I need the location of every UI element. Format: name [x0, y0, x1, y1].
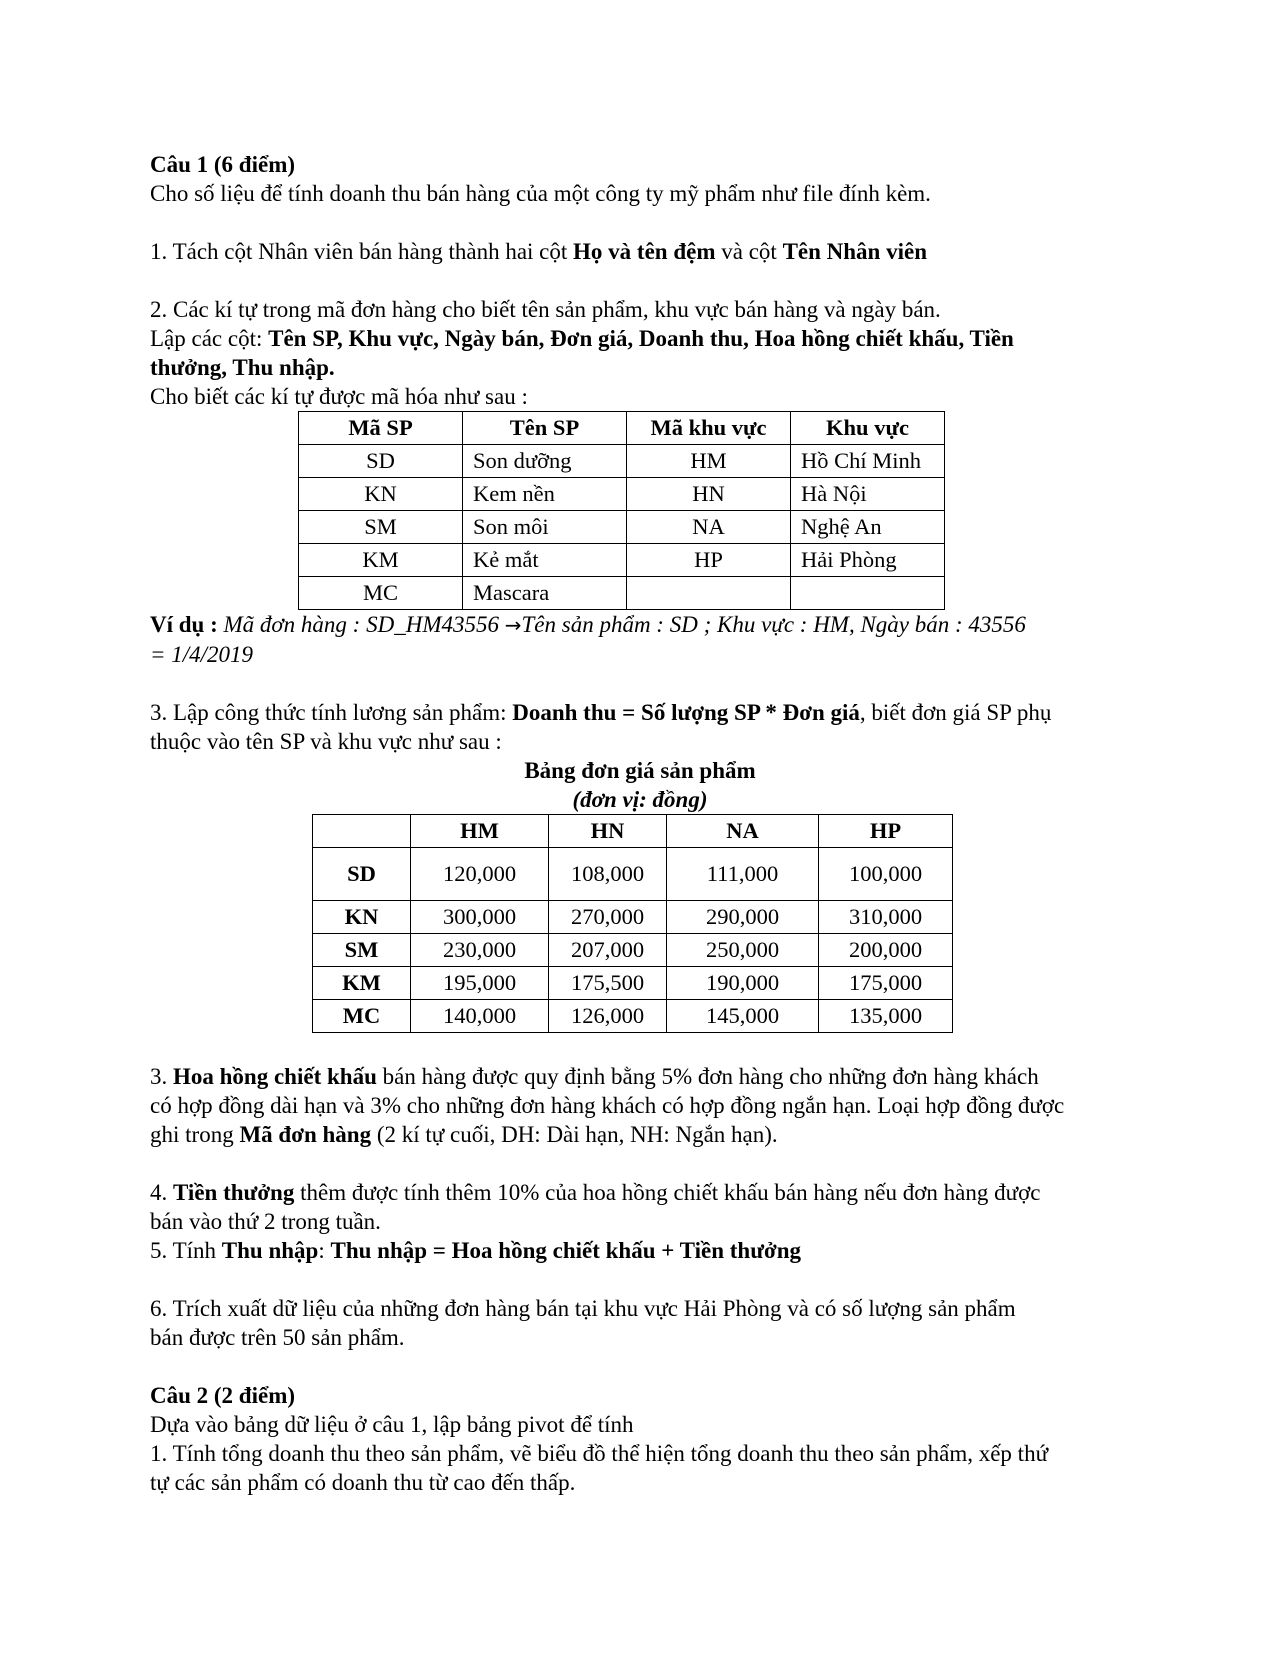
- table-cell: Son dưỡng: [463, 445, 627, 478]
- price-table-header-cell: HP: [819, 815, 953, 848]
- price-table: [312, 814, 953, 1033]
- table-cell: [627, 577, 791, 610]
- table-cell: Nghệ An: [791, 511, 945, 544]
- table-cell: 310,000: [819, 901, 953, 934]
- q1-item3a-cont: thuộc vào tên SP và khu vực như sau :: [150, 729, 502, 754]
- table-row: [299, 544, 945, 577]
- table-cell: Kẻ mắt: [463, 544, 627, 577]
- table-cell: 175,500: [549, 967, 667, 1000]
- table-cell: Hải Phòng: [791, 544, 945, 577]
- table-cell: 200,000: [819, 934, 953, 967]
- table-cell: 100,000: [819, 848, 953, 901]
- q1-encoding-note: Cho biết các kí tự được mã hóa như sau :: [150, 384, 528, 409]
- table-cell: 175,000: [819, 967, 953, 1000]
- table-row: [313, 967, 953, 1000]
- price-table-header-cell: NA: [667, 815, 819, 848]
- table-cell: 290,000: [667, 901, 819, 934]
- price-table-header: [313, 815, 953, 848]
- table-cell: 120,000: [411, 848, 549, 901]
- table-row: [313, 901, 953, 934]
- row-header-cell: KN: [313, 901, 411, 934]
- table-cell: MC: [299, 577, 463, 610]
- code-table: [298, 411, 945, 610]
- row-header-cell: KM: [313, 967, 411, 1000]
- price-table-header-cell: HM: [411, 815, 549, 848]
- table-cell: SD: [299, 445, 463, 478]
- table-cell: 190,000: [667, 967, 819, 1000]
- table-cell: 145,000: [667, 1000, 819, 1033]
- table-row: [299, 445, 945, 478]
- table-cell: 207,000: [549, 934, 667, 967]
- table-cell: HM: [627, 445, 791, 478]
- q1-item3a: 3. Lập công thức tính lương sản phẩm: Doanh thu = Số lượng SP * Đơn giá, biết đơn giá SP phụ: [150, 700, 1052, 725]
- q1-item3b-cont: có hợp đồng dài hạn và 3% cho những đơn hàng khách có hợp đồng ngắn hạn. Loại hợp đồng được: [150, 1093, 1065, 1118]
- row-header-cell: SM: [313, 934, 411, 967]
- table-cell: NA: [627, 511, 791, 544]
- table-cell: HN: [627, 478, 791, 511]
- code-table-header-cell: Mã khu vực: [627, 412, 791, 445]
- table-cell: KM: [299, 544, 463, 577]
- table-cell: 270,000: [549, 901, 667, 934]
- q1-item3b-cont2: ghi trong Mã đơn hàng (2 kí tự cuối, DH: Dài hạn, NH: Ngắn hạn).: [150, 1122, 778, 1147]
- table-cell: 135,000: [819, 1000, 953, 1033]
- q1-item2-columns: Lập các cột: Tên SP, Khu vực, Ngày bán, Đơn giá, Doanh thu, Hoa hồng chiết khấu, Tiền: [150, 326, 1014, 351]
- q1-item2-columns-cont: thưởng, Thu nhập.: [150, 355, 335, 380]
- example-line: Ví dụ : Mã đơn hàng : SD_HM43556 →Tên sản phẩm : SD ; Khu vực : HM, Ngày bán : 43556: [150, 612, 1026, 637]
- table-cell: 230,000: [411, 934, 549, 967]
- table-row: [299, 511, 945, 544]
- table-cell: 126,000: [549, 1000, 667, 1033]
- document-page: [150, 150, 1130, 1497]
- code-table-header: [299, 412, 945, 445]
- table-row: [299, 577, 945, 610]
- q1-item2-line1: 2. Các kí tự trong mã đơn hàng cho biết tên sản phẩm, khu vực bán hàng và ngày bán.: [150, 297, 941, 322]
- q1-item5: 5. Tính Thu nhập: Thu nhập = Hoa hồng chiết khấu + Tiền thưởng: [150, 1238, 802, 1263]
- q1-item6-cont: bán được trên 50 sản phẩm.: [150, 1325, 405, 1350]
- price-table-unit: (đơn vị: đồng): [572, 787, 708, 812]
- table-row: [313, 934, 953, 967]
- q1-item4-cont: bán vào thứ 2 trong tuần.: [150, 1209, 381, 1234]
- q1-intro: Cho số liệu để tính doanh thu bán hàng của một công ty mỹ phẩm như file đính kèm.: [150, 181, 931, 206]
- q1-heading: Câu 1 (6 điểm): [150, 152, 296, 177]
- table-row: [299, 478, 945, 511]
- table-cell: Kem nền: [463, 478, 627, 511]
- table-cell: KN: [299, 478, 463, 511]
- table-cell: Son môi: [463, 511, 627, 544]
- code-table-header-cell: Mã SP: [299, 412, 463, 445]
- table-cell: HP: [627, 544, 791, 577]
- table-cell: [791, 577, 945, 610]
- table-cell: Hồ Chí Minh: [791, 445, 945, 478]
- price-table-header-cell: [313, 815, 411, 848]
- row-header-cell: MC: [313, 1000, 411, 1033]
- table-cell: 195,000: [411, 967, 549, 1000]
- table-cell: 108,000: [549, 848, 667, 901]
- code-table-header-cell: Khu vực: [791, 412, 945, 445]
- price-table-title: Bảng đơn giá sản phẩm: [524, 758, 756, 783]
- table-cell: SM: [299, 511, 463, 544]
- table-cell: 140,000: [411, 1000, 549, 1033]
- example-line-cont: = 1/4/2019: [150, 642, 254, 667]
- code-table-header-cell: Tên SP: [463, 412, 627, 445]
- q1-item4: 4. Tiền thưởng thêm được tính thêm 10% của hoa hồng chiết khấu bán hàng nếu đơn hàng được: [150, 1180, 1041, 1205]
- q2-item1: 1. Tính tổng doanh thu theo sản phẩm, vẽ biểu đồ thể hiện tổng doanh thu theo sản phẩm, xếp thứ: [150, 1441, 1049, 1466]
- q1-item1: 1. Tách cột Nhân viên bán hàng thành hai cột Họ và tên đệm và cột Tên Nhân viên: [150, 239, 927, 264]
- table-cell: Mascara: [463, 577, 627, 610]
- table-cell: 111,000: [667, 848, 819, 901]
- q2-item1-cont: tự các sản phẩm có doanh thu từ cao đến thấp.: [150, 1470, 576, 1495]
- q2-heading: Câu 2 (2 điểm): [150, 1383, 296, 1408]
- table-cell: Hà Nội: [791, 478, 945, 511]
- price-table-header-cell: HN: [549, 815, 667, 848]
- q1-item3b: 3. Hoa hồng chiết khấu bán hàng được quy định bằng 5% đơn hàng cho những đơn hàng khách: [150, 1064, 1039, 1089]
- row-header-cell: SD: [313, 848, 411, 901]
- q2-intro: Dựa vào bảng dữ liệu ở câu 1, lập bảng pivot để tính: [150, 1412, 634, 1437]
- table-row: [313, 1000, 953, 1033]
- arrow-right-icon: →: [504, 613, 522, 637]
- table-cell: 300,000: [411, 901, 549, 934]
- table-cell: 250,000: [667, 934, 819, 967]
- q1-item6: 6. Trích xuất dữ liệu của những đơn hàng bán tại khu vực Hải Phòng và có số lượng sản phẩm: [150, 1296, 1016, 1321]
- table-row: [313, 848, 953, 901]
